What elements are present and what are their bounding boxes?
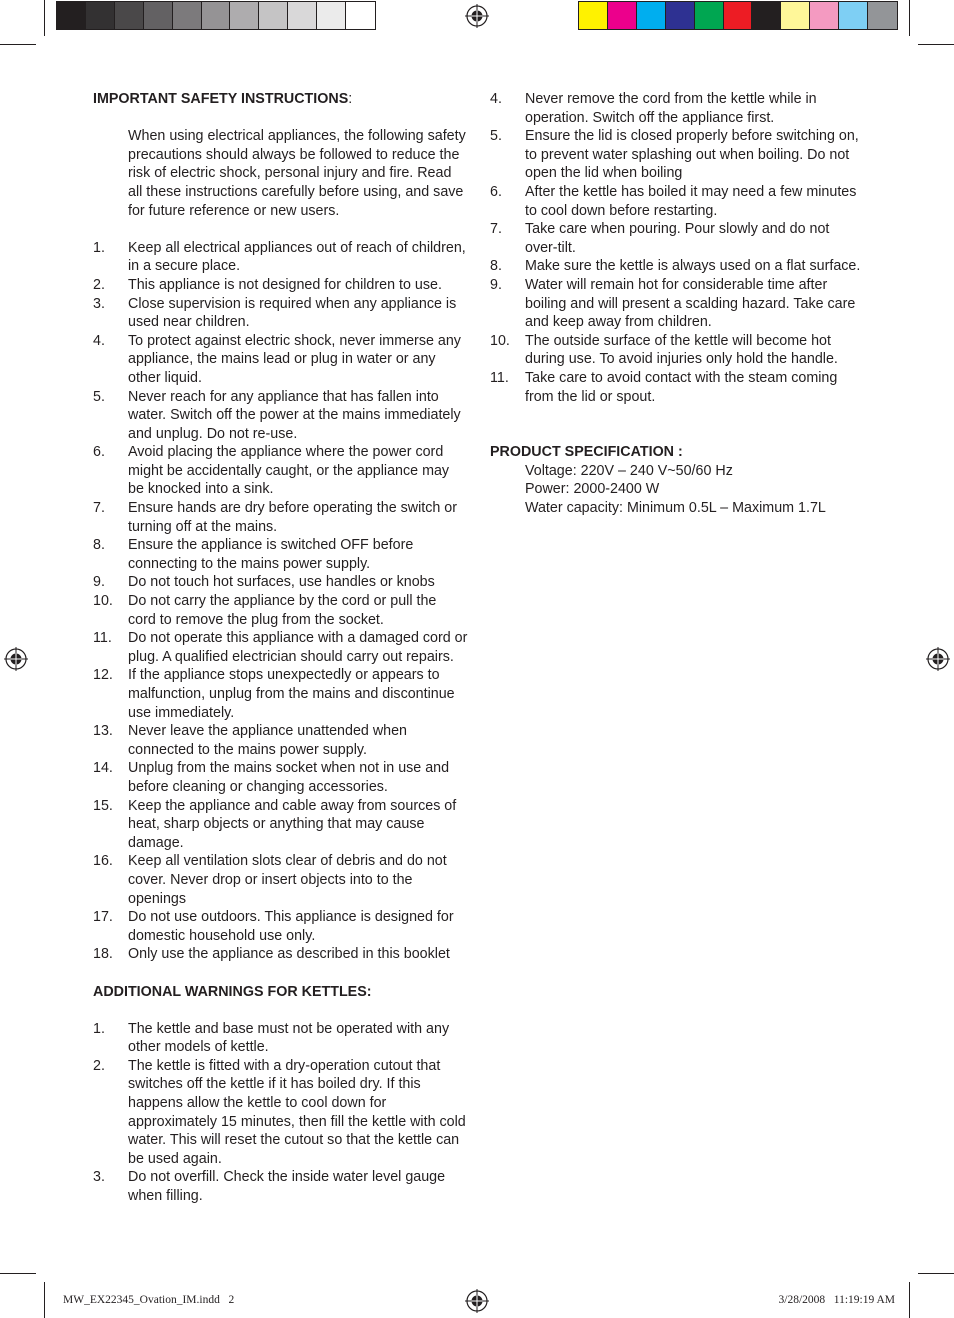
registration-mark-icon	[465, 4, 489, 28]
right-column	[490, 90, 865, 518]
color-swatch	[144, 2, 173, 29]
color-swatch	[666, 2, 695, 29]
footer-timestamp: 3/28/2008 11:19:19 AM	[778, 1294, 895, 1306]
kettle-list-item	[490, 332, 865, 369]
color-swatch	[288, 2, 317, 29]
crop-mark	[918, 1273, 954, 1274]
list-number: 14.	[93, 760, 113, 777]
kettle-list-item	[490, 183, 865, 220]
color-swatch	[346, 2, 375, 29]
list-number: 5.	[93, 388, 105, 405]
list-number: 13.	[93, 723, 113, 740]
spec-power: Power: 2000-2400 W	[525, 481, 660, 498]
color-swatch	[781, 2, 810, 29]
safety-list-item	[93, 443, 468, 499]
list-text: Ensure the lid is closed properly before switching on, to prevent water splashing out when boiling. Do not open the lid when boiling	[525, 128, 859, 182]
list-number: 4.	[490, 91, 502, 107]
list-text: Close supervision is required when any appliance is used near children.	[128, 295, 457, 331]
color-swatch	[115, 2, 144, 29]
crop-mark	[909, 1282, 910, 1318]
list-text: This appliance is not designed for children to use.	[128, 276, 442, 293]
kettle-warnings-list-continued	[490, 90, 865, 406]
list-number: 8.	[93, 537, 105, 554]
list-text: Keep the appliance and cable away from sources of heat, sharp objects or anything that may cause damage.	[128, 797, 457, 851]
list-text: Take care when pouring. Pour slowly and do not over-tilt.	[525, 221, 830, 256]
list-text: Never remove the cord from the kettle while in operation. Switch off the appliance first.	[525, 91, 817, 126]
kettle-list-item	[93, 1057, 468, 1169]
spec-capacity: Water capacity: Minimum 0.5L – Maximum 1.7L	[525, 500, 826, 517]
safety-list	[93, 239, 468, 964]
color-swatch	[86, 2, 115, 29]
color-swatch	[637, 2, 666, 29]
crop-mark	[44, 0, 45, 36]
safety-list-item	[93, 945, 468, 964]
list-number: 2.	[93, 1057, 105, 1074]
safety-intro: When using electrical appliances, the following safety precautions should always be followed to reduce the risk of electric shock, personal injury and fire. Read all these instructions carefully before using, and save for future reference or new users.	[128, 128, 466, 219]
list-number: 6.	[490, 183, 502, 200]
safety-list-item	[93, 536, 468, 573]
list-text: Ensure hands are dry before operating the switch or turning off at the mains.	[128, 500, 458, 535]
color-swatch	[839, 2, 868, 29]
list-text: Do not carry the appliance by the cord or pull the cord to remove the plug from the socket.	[128, 593, 437, 628]
kettle-list-item	[490, 369, 865, 406]
safety-list-item	[93, 797, 468, 853]
list-text: Do not overfill. Check the inside water level gauge when filling.	[128, 1169, 446, 1205]
color-swatch	[724, 2, 753, 29]
safety-list-item	[93, 573, 468, 592]
list-number: 2.	[93, 276, 105, 293]
list-text: Ensure the appliance is switched OFF before connecting to the mains power supply.	[128, 537, 414, 572]
safety-list-item	[93, 852, 468, 908]
list-number: 6.	[93, 444, 105, 461]
list-text: Keep all ventilation slots clear of debris and do not cover. Never drop or insert objects into to the openings	[128, 853, 447, 907]
color-swatch	[259, 2, 288, 29]
kettle-warnings-heading: ADDITIONAL WARNINGS FOR KETTLES:	[93, 983, 372, 1000]
spec-voltage: Voltage: 220V – 240 V~50/60 Hz	[525, 462, 733, 479]
safety-list-item	[93, 239, 468, 276]
list-number: 1.	[93, 1020, 105, 1037]
footer-filename: MW_EX22345_Ovation_IM.indd 2	[63, 1294, 235, 1306]
list-text: Avoid placing the appliance where the power cord might be accidentally caught, or the appliance may be knocked into a sink.	[128, 444, 450, 498]
color-swatch	[230, 2, 259, 29]
kettle-list-item	[93, 1168, 468, 1205]
list-text: The kettle and base must not be operated with any other models of kettle.	[128, 1020, 450, 1056]
safety-list-item	[93, 629, 468, 666]
color-swatch	[173, 2, 202, 29]
list-number: 9.	[490, 276, 502, 293]
list-text: If the appliance stops unexpectedly or appears to malfunction, unplug from the mains and discontinue use immediately.	[128, 667, 455, 721]
list-text: Do not use outdoors. This appliance is designed for domestic household use only.	[128, 909, 454, 944]
list-number: 11.	[490, 369, 509, 386]
list-text: Do not operate this appliance with a damaged cord or plug. A qualified electrician should carry out repairs.	[128, 630, 468, 665]
grayscale-color-bar	[56, 1, 376, 30]
safety-heading: IMPORTANT SAFETY INSTRUCTIONS:	[93, 91, 353, 107]
list-number: 17.	[93, 909, 113, 926]
color-swatch	[317, 2, 346, 29]
color-swatch	[608, 2, 637, 29]
safety-list-item	[93, 722, 468, 759]
list-number: 4.	[93, 332, 105, 349]
list-number: 3.	[93, 295, 105, 312]
spec-heading: PRODUCT SPECIFICATION :	[490, 444, 683, 461]
list-text: Never reach for any appliance that has fallen into water. Switch off the power at the mains immediately and unplug. Do not re-use.	[128, 388, 461, 442]
registration-mark-icon	[4, 647, 28, 671]
list-text: Unplug from the mains socket when not in use and before cleaning or changing accessories.	[128, 760, 450, 795]
safety-list-item	[93, 295, 468, 332]
list-text: The kettle is fitted with a dry-operation cutout that switches off the kettle if it has boiled dry. If this happens allow the kettle to cool down for approximately 15 minutes, then fill the kettle with cold water. This will reset the cutout so that the kettle can be used again.	[128, 1057, 466, 1167]
kettle-list-item	[490, 90, 865, 127]
registration-mark-icon	[926, 647, 950, 671]
list-number: 10.	[490, 332, 510, 349]
kettle-list-item	[93, 1020, 468, 1057]
list-text: To protect against electric shock, never immerse any appliance, the mains lead or plug in water or any other liquid.	[128, 332, 461, 386]
safety-list-item	[93, 276, 468, 295]
left-column	[93, 90, 468, 1206]
list-number: 8.	[490, 258, 502, 275]
color-swatch	[810, 2, 839, 29]
kettle-list-item	[490, 257, 865, 276]
list-text: Keep all electrical appliances out of reach of children, in a secure place.	[128, 239, 466, 275]
color-swatch	[202, 2, 231, 29]
crop-mark	[0, 44, 36, 45]
list-text: Water will remain hot for considerable time after boiling and will present a scalding hazard. Take care and keep away from children.	[525, 276, 856, 331]
safety-list-item	[93, 388, 468, 444]
list-number: 9.	[93, 574, 105, 591]
color-swatch	[752, 2, 781, 29]
crop-mark	[918, 44, 954, 45]
color-swatch	[57, 2, 86, 29]
color-swatch	[579, 2, 608, 29]
kettle-list-item	[490, 127, 865, 183]
list-number: 5.	[490, 128, 502, 145]
list-number: 3.	[93, 1169, 105, 1186]
list-number: 7.	[93, 500, 105, 517]
safety-list-item	[93, 908, 468, 945]
list-number: 10.	[93, 593, 113, 610]
crop-mark	[0, 1273, 36, 1274]
list-number: 18.	[93, 946, 113, 963]
safety-list-item	[93, 499, 468, 536]
list-number: 12.	[93, 667, 113, 684]
kettle-warnings-list	[93, 1020, 468, 1206]
list-number: 1.	[93, 239, 105, 256]
safety-list-item	[93, 592, 468, 629]
process-color-bar	[578, 1, 898, 30]
kettle-list-item	[490, 276, 865, 332]
safety-list-item	[93, 666, 468, 722]
list-text: Do not touch hot surfaces, use handles or knobs	[128, 574, 435, 591]
list-text: Never leave the appliance unattended when connected to the mains power supply.	[128, 723, 407, 758]
registration-mark-icon	[465, 1289, 489, 1313]
crop-mark	[44, 1282, 45, 1318]
color-swatch	[868, 2, 897, 29]
safety-list-item	[93, 332, 468, 388]
list-text: Make sure the kettle is always used on a flat surface.	[525, 258, 861, 275]
crop-mark	[909, 0, 910, 36]
safety-list-item	[93, 759, 468, 796]
list-number: 7.	[490, 221, 502, 238]
list-text: Only use the appliance as described in this booklet	[128, 946, 450, 963]
list-text: The outside surface of the kettle will become hot during use. To avoid injuries only hold the handle.	[525, 332, 838, 368]
color-swatch	[695, 2, 724, 29]
list-text: After the kettle has boiled it may need a few minutes to cool down before restarting.	[525, 183, 857, 219]
list-number: 15.	[93, 797, 113, 814]
kettle-list-item	[490, 220, 865, 257]
list-text: Take care to avoid contact with the steam coming from the lid or spout.	[525, 369, 838, 405]
list-number: 16.	[93, 853, 113, 870]
list-number: 11.	[93, 630, 112, 647]
